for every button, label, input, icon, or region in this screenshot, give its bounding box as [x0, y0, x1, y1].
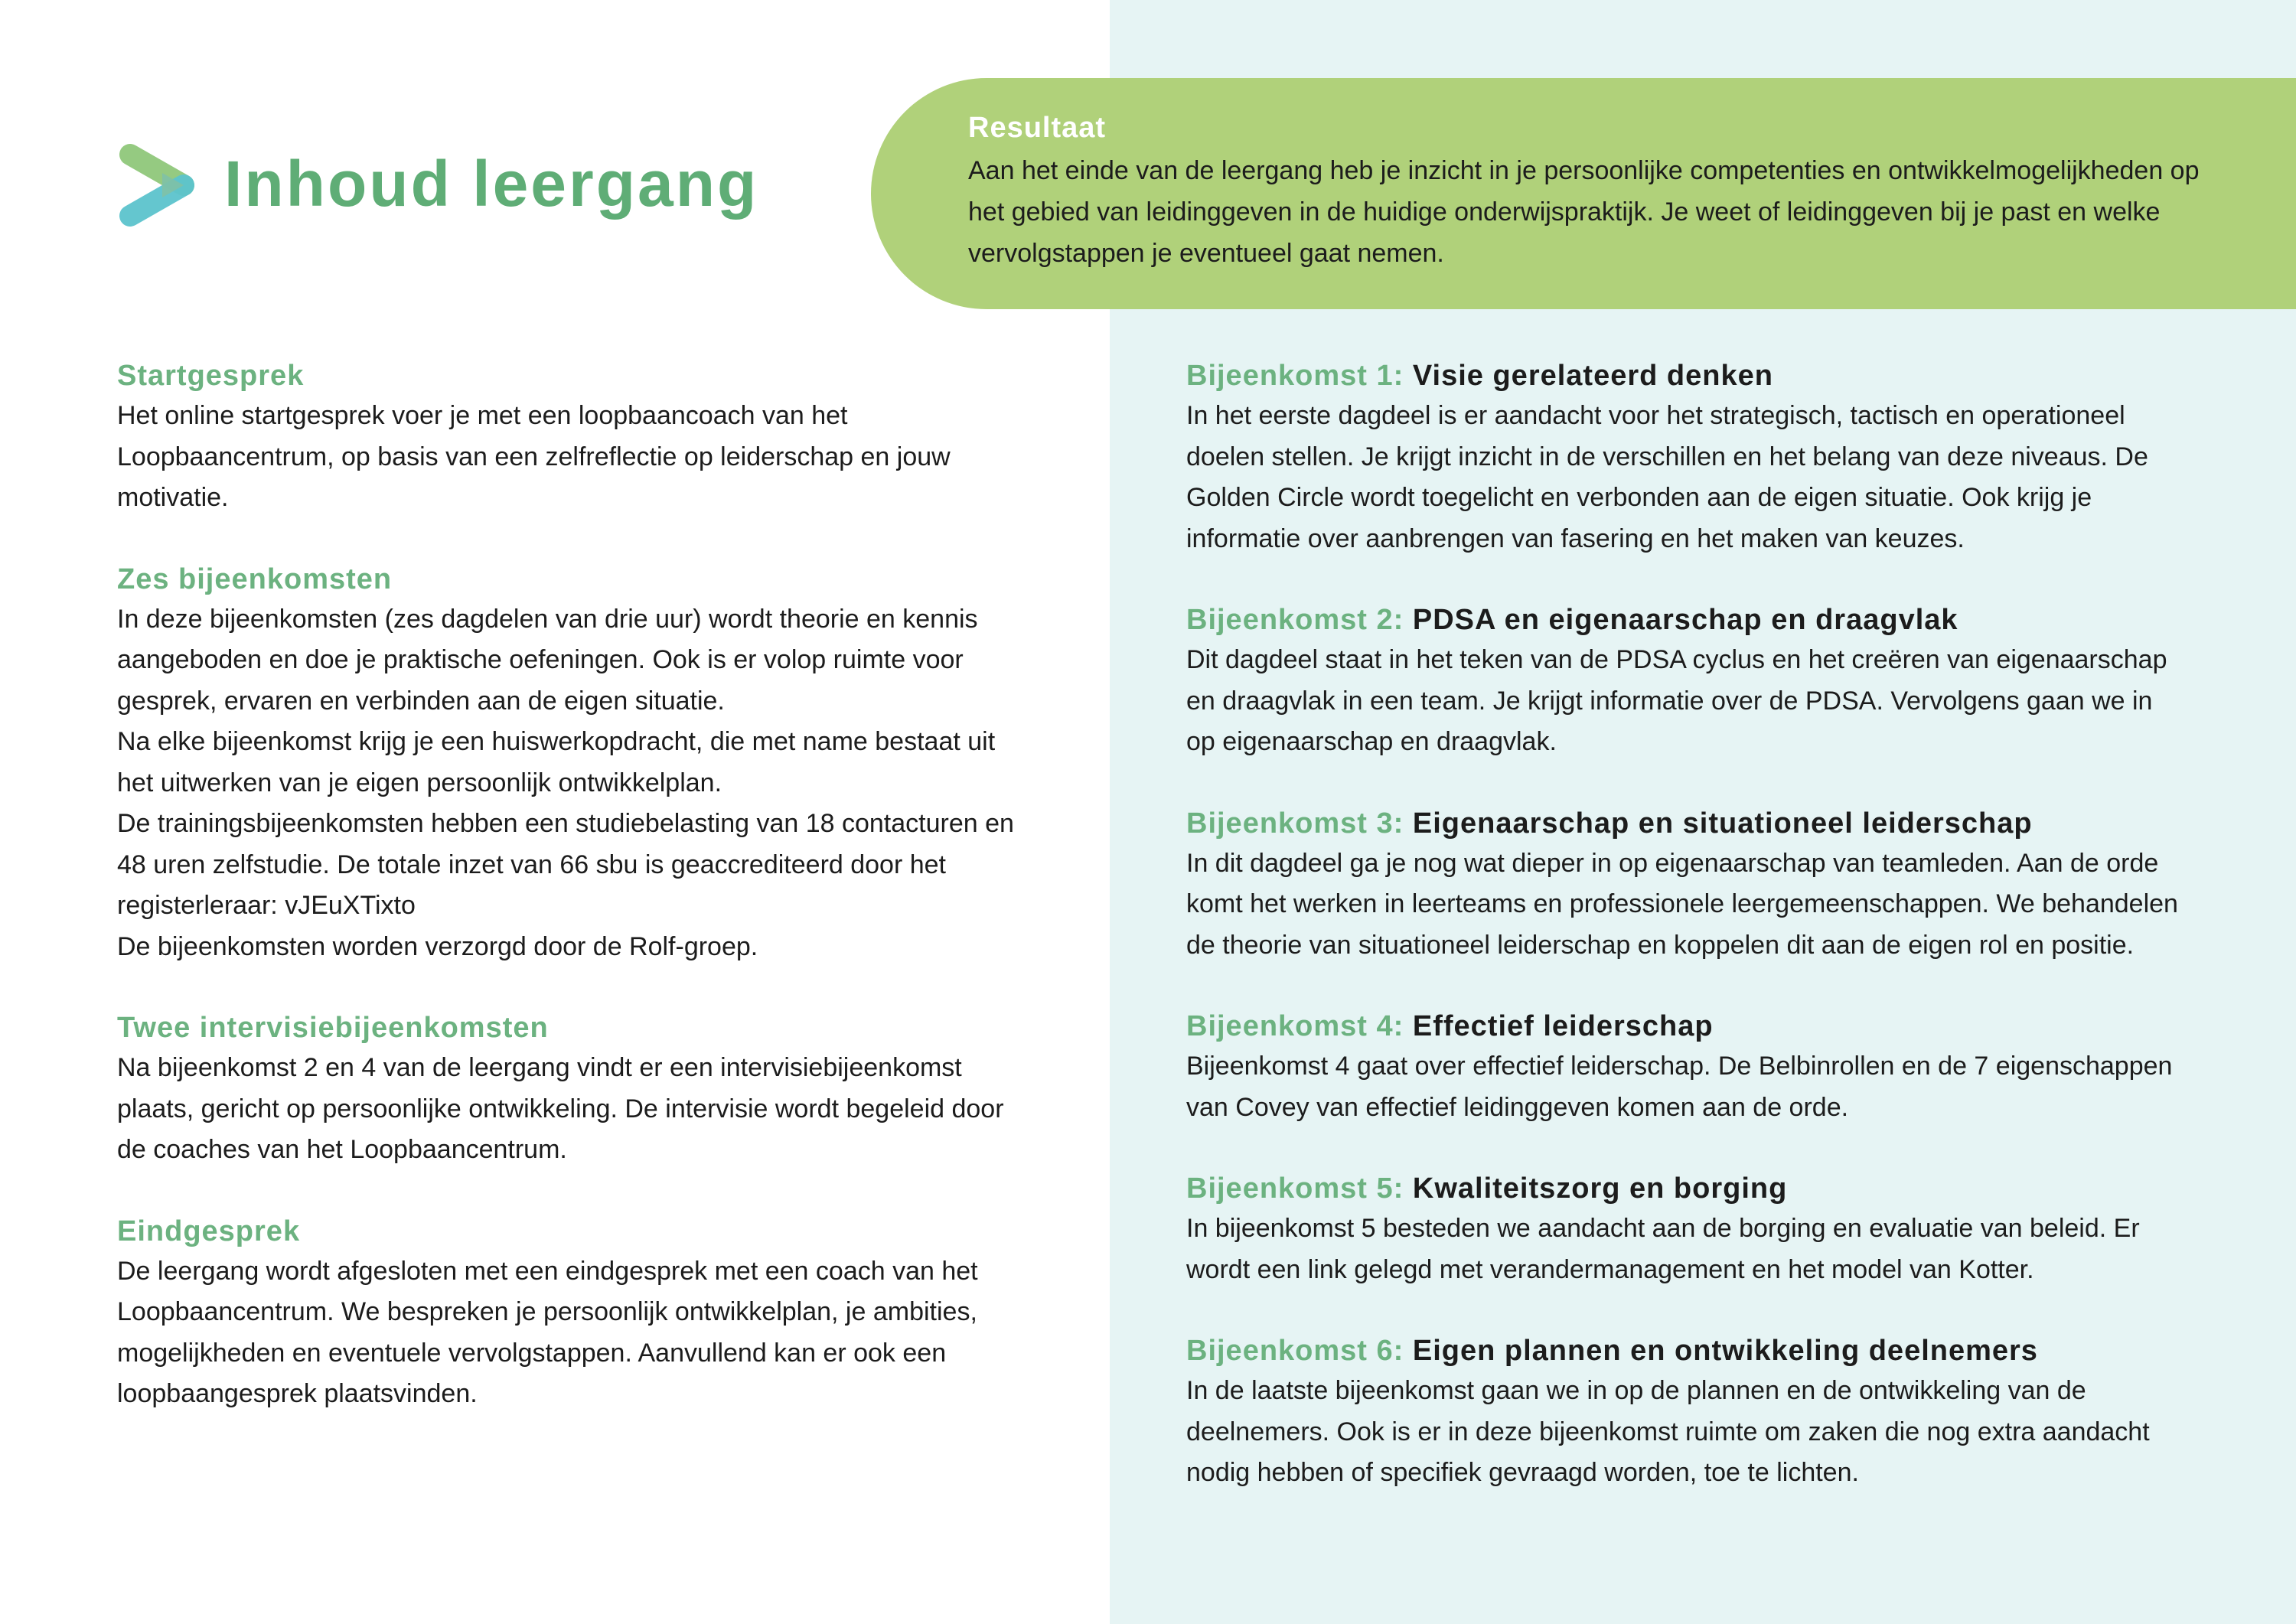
- section-text: Na elke bijeenkomst krijg je een huiswerkopdracht, die met name bestaat uit het uitwerken van je eigen persoonlijk ontwikkelplan.: [117, 727, 996, 797]
- session-6: [1186, 1331, 2181, 1494]
- session-heading: [1186, 356, 2181, 396]
- section-zes-bijeenkomsten: [117, 559, 1035, 968]
- right-column: [1186, 356, 2181, 1494]
- session-4: [1186, 1006, 2181, 1128]
- session-3: [1186, 804, 2181, 967]
- session-label: Bijeenkomst 3:: [1186, 807, 1404, 840]
- session-topic: Eigen plannen en ontwikkeling deelnemers: [1412, 1335, 2038, 1367]
- session-topic: Eigenaarschap en situationeel leiderschap: [1412, 807, 2033, 840]
- section-heading: Twee intervisiebijeenkomsten: [117, 1012, 549, 1044]
- session-text: In bijeenkomst 5 besteden we aandacht aan de borging en evaluatie van beleid. Er wordt een link gelegd met verandermanagement en het model van Kotter.: [1186, 1214, 2140, 1284]
- session-heading: [1186, 1169, 2181, 1208]
- session-topic: PDSA en eigenaarschap en draagvlak: [1412, 604, 1958, 636]
- session-heading: [1186, 804, 2181, 843]
- section-text: De bijeenkomsten worden verzorgd door de Rolf-groep.: [117, 931, 758, 961]
- session-1: [1186, 356, 2181, 559]
- session-text: Dit dagdeel staat in het teken van de PDSA cyclus en het creëren van eigenaarschap en draagvlak in een team. Je krijgt informatie over de PDSA. Vervolgens gaan we in op eigenaarschap en draagvlak.: [1186, 645, 2167, 756]
- session-text: In dit dagdeel ga je nog wat dieper in op eigenaarschap van teamleden. Aan de orde komt het werken in leerteams en professionele leergemeenschappen. We behandelen de theorie van situationeel leiderschap en koppelen dit aan de eigen rol en positie.: [1186, 848, 2178, 960]
- session-text: Bijeenkomst 4 gaat over effectief leiderschap. De Belbinrollen en de 7 eigenschappen van Covey van effectief leidinggeven komen aan de orde.: [1186, 1052, 2173, 1122]
- session-topic: Effectief leiderschap: [1412, 1010, 1714, 1042]
- section-intervisie: [117, 1008, 1035, 1171]
- session-label: Bijeenkomst 2:: [1186, 604, 1404, 636]
- section-text: Het online startgesprek voer je met een loopbaancoach van het Loopbaancentrum, op basis van een zelfreflectie op leiderschap en jouw motivatie.: [117, 401, 951, 512]
- section-text: In deze bijeenkomsten (zes dagdelen van drie uur) wordt theorie en kennis aangeboden en doe je praktische oefeningen. Ook is er volop ruimte voor gesprek, ervaren en verbinden aan de eigen situatie.: [117, 604, 978, 716]
- section-heading: Startgesprek: [117, 360, 305, 392]
- page-title: Inhoud leergang: [224, 148, 759, 220]
- section-text: De trainingsbijeenkomsten hebben een studiebelasting van 18 contacturen en 48 uren zelfstudie. De totale inzet van 66 sbu is geaccrediteerd door het registerleraar: vJEuXTixto: [117, 809, 1014, 920]
- session-label: Bijeenkomst 1:: [1186, 360, 1404, 392]
- session-heading: [1186, 1331, 2181, 1371]
- session-topic: Visie gerelateerd denken: [1412, 360, 1773, 392]
- result-heading: Resultaat: [968, 112, 1107, 144]
- arrow-logo-icon: [115, 139, 199, 231]
- session-heading: [1186, 600, 2181, 640]
- section-text: Na bijeenkomst 2 en 4 van de leergang vindt er een intervisiebijeenkomst plaats, gericht op persoonlijke ontwikkeling. De intervisie wordt begeleid door de coaches van het Loopbaancentrum.: [117, 1053, 1004, 1164]
- section-heading: Zes bijeenkomsten: [117, 563, 393, 595]
- session-text: In de laatste bijeenkomst gaan we in op de plannen en de ontwikkeling van de deelnemers. Ook is er in deze bijeenkomst ruimte om zaken die nog extra aandacht nodig hebben of specifiek gevraagd worden, toe te lichten.: [1186, 1376, 2150, 1487]
- session-label: Bijeenkomst 6:: [1186, 1335, 1404, 1367]
- section-text: De leergang wordt afgesloten met een eindgesprek met een coach van het Loopbaancentrum. We bespreken je persoonlijk ontwikkelplan, je ambities, mogelijkheden en eventuele vervolgstappen. Aanvullend kan er ook een loopbaangesprek plaatsvinden.: [117, 1256, 978, 1408]
- result-text: Aan het einde van de leergang heb je inzicht in je persoonlijke competenties en ontwikkelmogelijkheden op het gebied van leidinggeven in de huidige onderwijspraktijk. Je weet of leidinggeven bij je past en welke vervolgstappen je eventueel gaat nemen.: [968, 156, 2200, 268]
- section-heading: Eindgesprek: [117, 1215, 301, 1247]
- session-label: Bijeenkomst 4:: [1186, 1010, 1404, 1042]
- section-startgesprek: [117, 356, 1035, 519]
- session-2: [1186, 600, 2181, 763]
- session-heading: [1186, 1006, 2181, 1046]
- section-eindgesprek: [117, 1211, 1035, 1415]
- session-5: [1186, 1169, 2181, 1290]
- left-column: [117, 356, 1035, 1415]
- session-topic: Kwaliteitszorg en borging: [1412, 1172, 1788, 1205]
- session-text: In het eerste dagdeel is er aandacht voor het strategisch, tactisch en operationeel doelen stellen. Je krijgt inzicht in de verschillen en het belang van deze niveaus. De Golden Circle wordt toegelicht en verbonden aan de eigen situatie. Ook krijg je informatie over aanbrengen van fasering en het maken van keuzes.: [1186, 401, 2148, 553]
- session-label: Bijeenkomst 5:: [1186, 1172, 1404, 1205]
